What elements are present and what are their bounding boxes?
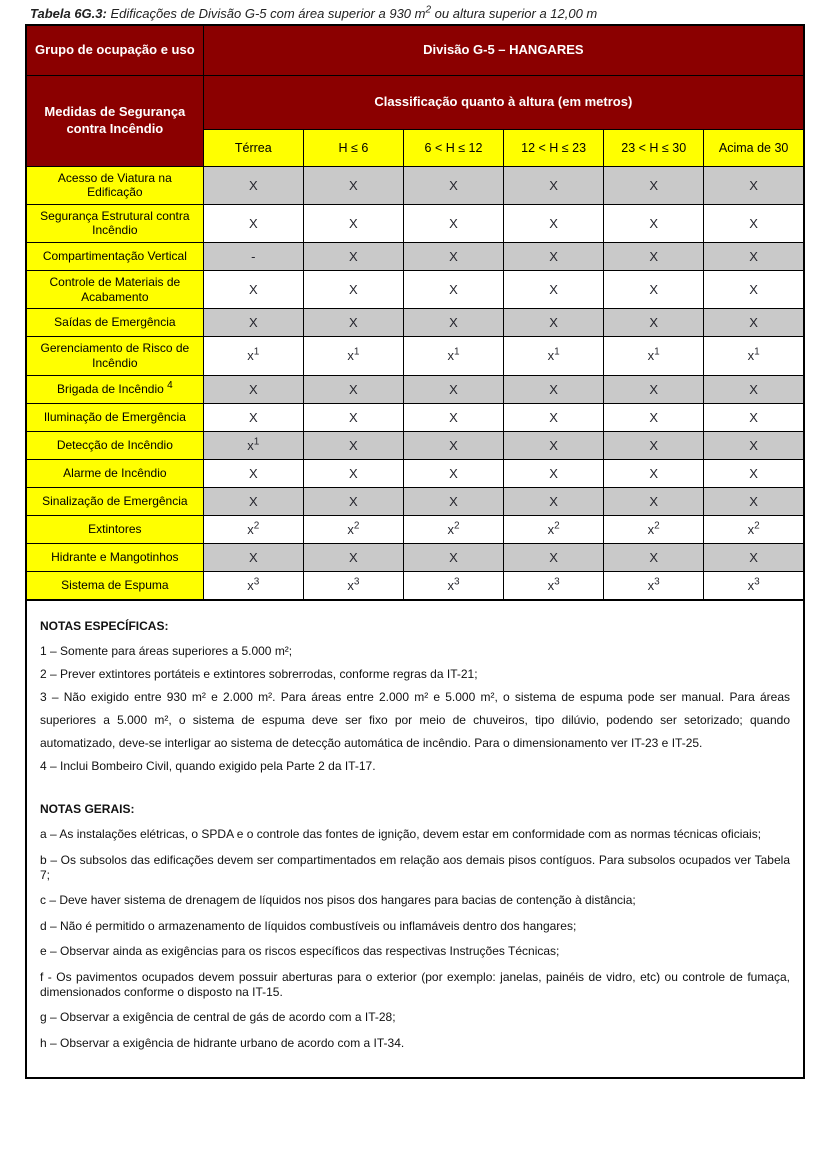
measure-cell: X	[704, 271, 804, 309]
note-item: e – Observar ainda as exigências para os riscos específicos das respectivas Instruções Técnicas;	[40, 944, 560, 959]
measure-cell: $x^1$	[604, 337, 704, 375]
measure-cell: X	[303, 431, 403, 459]
superscript-note-ref: 2	[453, 520, 460, 532]
specific-notes-list	[40, 640, 790, 778]
measure-cell: X	[704, 204, 804, 242]
table-row	[26, 166, 804, 204]
measure-cell: X	[504, 403, 604, 431]
measure-cell: X	[704, 543, 804, 571]
superscript-note-ref: 1	[754, 347, 760, 359]
measure-cell: X	[604, 375, 704, 403]
division-header-cell: Divisão G-5 – HANGARES	[203, 25, 804, 75]
measure-cell: X	[604, 166, 704, 204]
measure-cell: X	[504, 487, 604, 515]
measure-cell: X	[704, 375, 804, 403]
superscript-note-ref: 2	[754, 520, 760, 532]
measure-cell: X	[303, 271, 403, 309]
general-notes-section	[40, 802, 790, 1051]
measure-cell: X	[504, 243, 604, 271]
superscript-note-ref: 1	[253, 347, 260, 359]
measure-cell: X	[403, 166, 503, 204]
table-row	[26, 403, 804, 431]
measure-label: Acesso de Viatura na Edificação	[26, 166, 203, 204]
table-row	[26, 515, 804, 543]
measure-cell: X	[203, 543, 303, 571]
measure-label: Controle de Materiais de Acabamento	[26, 271, 203, 309]
measure-cell: X	[403, 459, 503, 487]
measure-cell: X	[403, 204, 503, 242]
superscript-note-ref: 4	[167, 379, 173, 391]
note-item: d – Não é permitido o armazenamento de líquidos combustíveis ou inflamáveis dentro dos hangares;	[40, 918, 577, 933]
table-caption-number: Tabela 6G.3:	[30, 6, 107, 21]
measure-cell: X	[203, 309, 303, 337]
measures-tbody	[26, 166, 804, 600]
measure-cell: X	[303, 459, 403, 487]
measure-cell: $x^2$	[303, 515, 403, 543]
measure-cell: X	[504, 271, 604, 309]
measure-label: Detecção de Incêndio	[26, 431, 203, 459]
note-item: b – Os subsolos das edificações devem ser compartimentados em relação aos demais pisos contíguos. Para subsolos ocupados ver Tabela 7;	[40, 852, 790, 882]
measure-cell: $x^3$	[604, 571, 704, 600]
table-caption-text-1: Edificações de Divisão G-5 com área superior a 930 m	[106, 6, 426, 21]
measure-cell: X	[704, 431, 804, 459]
measure-cell: $x^2$	[604, 515, 704, 543]
measure-cell: X	[203, 459, 303, 487]
measure-label: Segurança Estrutural contra Incêndio	[26, 204, 203, 242]
measure-cell: X	[504, 543, 604, 571]
measure-cell: $x^1$	[504, 337, 604, 375]
measure-cell: $x^3$	[303, 571, 403, 600]
superscript-note-ref: 2	[654, 520, 660, 532]
header-row-division	[26, 25, 804, 75]
measure-cell: X	[303, 543, 403, 571]
measure-cell: X	[704, 459, 804, 487]
measure-cell: $x^1$	[303, 337, 403, 375]
measure-cell: X	[403, 375, 503, 403]
measure-cell: $x^1$	[403, 337, 503, 375]
measure-cell: X	[604, 543, 704, 571]
measure-cell: X	[303, 487, 403, 515]
measure-cell: $x^1$	[203, 431, 303, 459]
height-header-6-12: 6 < H ≤ 12	[403, 129, 503, 166]
measure-cell: X	[704, 243, 804, 271]
measure-label: Sistema de Espuma	[26, 571, 203, 600]
note-item: a – As instalações elétricas, o SPDA e o controle das fontes de ignição, devem estar em conformidade com as normas técnicas oficiais;	[40, 827, 762, 842]
measure-cell: $x^3$	[504, 571, 604, 600]
classification-header-cell: Classificação quanto à altura (em metros)	[203, 75, 804, 129]
measure-cell: X	[504, 166, 604, 204]
table-caption-text-2: ou altura superior a 12,00 m	[431, 6, 598, 21]
superscript-note-ref: 1	[554, 347, 560, 359]
superscript-note-ref: 2	[353, 520, 360, 532]
measure-cell: X	[403, 487, 503, 515]
note-item: c – Deve haver sistema de drenagem de líquidos nos pisos dos hangares para bacias de contenção à distância;	[40, 893, 636, 908]
superscript-note-ref: 2	[253, 520, 260, 532]
height-header-above-30: Acima de 30	[704, 129, 804, 166]
measure-cell: X	[604, 431, 704, 459]
measure-cell: X	[604, 204, 704, 242]
measure-cell: X	[303, 375, 403, 403]
table-row	[26, 337, 804, 375]
note-item: 2 – Prever extintores portáteis e extintores sobrerrodas, conforme regras da IT-21;	[40, 666, 478, 681]
measure-cell: X	[303, 309, 403, 337]
superscript-note-ref: 2	[554, 520, 560, 532]
measure-cell: X	[403, 271, 503, 309]
superscript-note-ref: 3	[654, 576, 660, 588]
height-header-terrea: Térrea	[203, 129, 303, 166]
measure-label: Iluminação de Emergência	[26, 403, 203, 431]
table-row	[26, 487, 804, 515]
table-row	[26, 375, 804, 403]
measure-cell: X	[504, 309, 604, 337]
measure-cell: X	[604, 487, 704, 515]
measure-cell: X	[504, 459, 604, 487]
measure-cell: X	[203, 403, 303, 431]
fire-safety-requirements-table	[25, 24, 805, 601]
height-header-12-23: 12 < H ≤ 23	[504, 129, 604, 166]
measure-cell: X	[604, 459, 704, 487]
superscript-note-ref: 3	[353, 576, 360, 588]
measure-cell: X	[403, 431, 503, 459]
measure-cell: X	[403, 403, 503, 431]
measure-cell: X	[504, 204, 604, 242]
superscript-note-ref: 3	[754, 576, 760, 588]
table-row	[26, 431, 804, 459]
notes-box	[25, 601, 805, 1079]
table-caption	[30, 6, 827, 21]
measure-label: Extintores	[26, 515, 203, 543]
measure-cell: X	[704, 309, 804, 337]
measure-cell: X	[504, 431, 604, 459]
table-row	[26, 543, 804, 571]
measure-cell: X	[203, 375, 303, 403]
note-item: f - Os pavimentos ocupados devem possuir aberturas para o exterior (por exemplo: janelas, painéis de vidro, etc) ou controle de fumaça, dimensionados conforme o disposto na IT-15.	[40, 970, 790, 999]
table-row	[26, 571, 804, 600]
measure-cell: X	[604, 309, 704, 337]
measure-cell: $x^3$	[403, 571, 503, 600]
measure-cell: $x^2$	[504, 515, 604, 543]
measure-cell: X	[303, 403, 403, 431]
measure-cell: X	[704, 487, 804, 515]
measure-cell: $x^3$	[704, 571, 804, 600]
measure-cell: X	[403, 543, 503, 571]
measure-label: Sinalização de Emergência	[26, 487, 203, 515]
table-row	[26, 271, 804, 309]
measure-cell: X	[604, 403, 704, 431]
table-row	[26, 204, 804, 242]
measure-cell: X	[704, 166, 804, 204]
measure-cell: X	[704, 403, 804, 431]
superscript-note-ref: 3	[554, 576, 560, 588]
measure-cell: X	[203, 166, 303, 204]
superscript-note-ref: 3	[253, 576, 260, 588]
table-row	[26, 309, 804, 337]
measure-cell: X	[604, 243, 704, 271]
measure-label: Brigada de Incêndio $^4$	[26, 375, 203, 403]
measure-cell: $x^2$	[403, 515, 503, 543]
measure-cell: $x^2$	[203, 515, 303, 543]
measure-label: Hidrante e Mangotinhos	[26, 543, 203, 571]
height-header-h-le-6: H ≤ 6	[303, 129, 403, 166]
measure-label: Saídas de Emergência	[26, 309, 203, 337]
measure-label: Alarme de Incêndio	[26, 459, 203, 487]
measure-cell: X	[203, 271, 303, 309]
superscript-note-ref: 1	[453, 347, 460, 359]
general-notes-list	[40, 827, 790, 1050]
measure-cell: -	[203, 243, 303, 271]
measure-cell: X	[303, 204, 403, 242]
table-row	[26, 243, 804, 271]
measure-label: Gerenciamento de Risco de Incêndio	[26, 337, 203, 375]
table-row	[26, 459, 804, 487]
measure-cell: $x^2$	[704, 515, 804, 543]
measure-cell: X	[403, 309, 503, 337]
note-item: g – Observar a exigência de central de gás de acordo com a IT-28;	[40, 1010, 396, 1025]
measure-cell: $x^3$	[203, 571, 303, 600]
height-header-23-30: 23 < H ≤ 30	[604, 129, 704, 166]
note-item: 3 – Não exigido entre 930 m² e 2.000 m². Para áreas entre 2.000 m² e 5.000 m², o sistema de espuma pode ser manual. Para áreas superiores a 5.000 m², o sistema de espuma deve ser fixo por meio de chuveiros, tipo dilúvio, podendo ser setorizado; quando automatizado, deve-se interligar ao sistema de detecção automática de incêndio. Para o dimensionamento ver IT-23 e IT-25.	[40, 689, 790, 750]
measure-cell: $x^1$	[704, 337, 804, 375]
measure-cell: X	[203, 204, 303, 242]
superscript-note-ref: 1	[654, 347, 660, 359]
specific-notes-heading: NOTAS ESPECÍFICAS:	[40, 618, 169, 633]
note-item: 4 – Inclui Bombeiro Civil, quando exigido pela Parte 2 da IT-17.	[40, 758, 376, 773]
specific-notes-section	[40, 615, 790, 778]
note-item: h – Observar a exigência de hidrante urbano de acordo com a IT-34.	[40, 1035, 405, 1050]
measure-cell: X	[504, 375, 604, 403]
header-row-classification	[26, 75, 804, 129]
superscript-note-ref: 1	[353, 347, 360, 359]
measure-cell: X	[604, 271, 704, 309]
corner-cell-safety-measures: Medidas de Segurança contra Incêndio	[26, 75, 203, 166]
measure-cell: X	[303, 243, 403, 271]
measure-label: Compartimentação Vertical	[26, 243, 203, 271]
note-item: 1 – Somente para áreas superiores a 5.000 m²;	[40, 643, 293, 658]
superscript-note-ref: 3	[453, 576, 460, 588]
measure-cell: X	[203, 487, 303, 515]
superscript-note-ref: 1	[253, 436, 260, 448]
general-notes-heading: NOTAS GERAIS:	[40, 801, 135, 816]
table-caption-superscript: 2	[425, 4, 432, 16]
measure-cell: X	[303, 166, 403, 204]
measure-cell: $x^1$	[203, 337, 303, 375]
measure-cell: X	[403, 243, 503, 271]
corner-cell-occupancy-group: Grupo de ocupação e uso	[26, 25, 203, 75]
